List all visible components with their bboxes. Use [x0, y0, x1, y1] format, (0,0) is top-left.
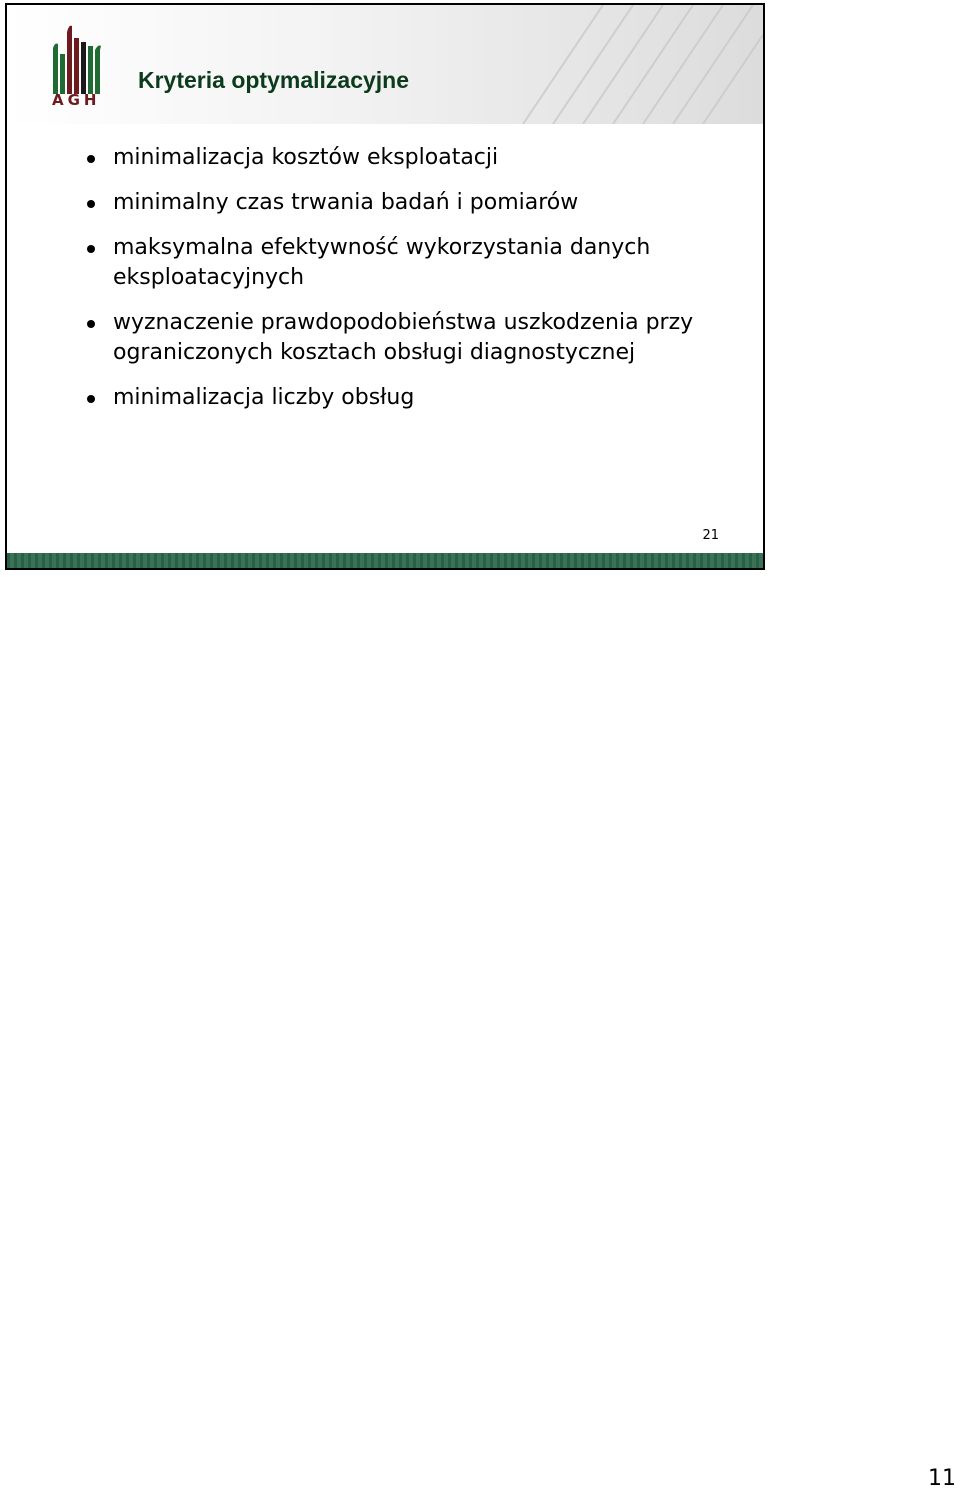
bullet-item — [85, 188, 735, 218]
bullet-list — [85, 143, 735, 428]
bullet-text: minimalny czas trwania badań i pomiarów — [113, 190, 579, 215]
bullet-text: maksymalna efektywność wykorzystania danych eksploatacyjnych — [113, 235, 651, 290]
bullet-icon — [87, 395, 95, 403]
sheet-page-number: 11 — [928, 1466, 956, 1491]
slide-title: Kryteria optymalizacyjne — [138, 67, 410, 93]
bullet-icon — [87, 155, 95, 163]
bullet-icon — [87, 320, 95, 328]
logo-text: AGH — [52, 91, 101, 109]
slide — [5, 3, 765, 570]
bullet-text: minimalizacja kosztów eksploatacji — [113, 145, 499, 170]
header-decoration — [483, 5, 763, 124]
bullet-icon — [87, 245, 95, 253]
footer-bar-pattern — [7, 553, 763, 568]
bullet-item — [85, 233, 735, 293]
bullet-item — [85, 143, 735, 173]
bullet-item — [85, 308, 735, 368]
bullet-icon — [87, 200, 95, 208]
bullet-text: wyznaczenie prawdopodobieństwa uszkodzenia przy ograniczonych kosztach obsługi diagnostycznej — [113, 310, 694, 365]
bullet-item — [85, 383, 735, 413]
slide-header — [7, 5, 763, 124]
slide-page-number: 21 — [702, 528, 719, 543]
bullet-text: minimalizacja liczby obsług — [113, 385, 415, 410]
